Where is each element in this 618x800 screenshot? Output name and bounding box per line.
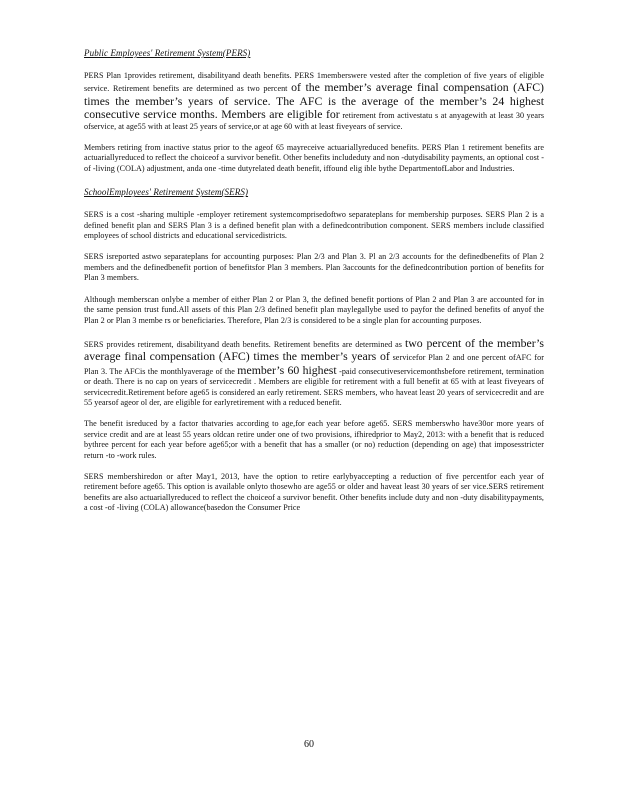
section-heading-sers: SchoolEmployees' Retirement System(SERS) [84,187,249,198]
paragraph-sers-early-retirement: SERS membershiredon or after May1, 2013, have the option to retire earlybyaccepting a reduction of five percentfor each year of retirement before age65. This option is available onlyto thosewho are age55 or older and haveat least 30 years of ser vice.SERS retirement benefits are also actuariallyreduced to reflect the choiceof a survivor benefit. Other benefits include duty and non -duty disabilitypayments, a cost -of -living (COLA) allowance(basedon the Consumer Price [84,471,544,513]
section-heading-pers: Public Employees' Retirement System(PERS) [84,48,251,58]
sers-afc-text: two percent of the member’s average final compensation (AFC) times the member’s years of [84,335,544,364]
pers-benefits-text-a: PERS Plan 1provides retirement, disabilityand death benefits. PERS 1memberswere vested after the completion of five years of eligible service. Retirement benefits are determined as two percent [84,71,544,94]
paragraph-sers-benefits [84,337,544,408]
sers-benefits-text-c: -paid consecutiveservicemonthsbefore retirement, termination or death. There is no cap on years of servicecredit . Members are eligible for retirement with a full benefit at 65 with at least fiveyears of servicecredit.Retirement before age65 is considered an early retirement. SERS members, who haveat least 20 years of servicecredit and are 55 yearsof ageor ol der, are eligible for earlyretirement with a reduced benefit. [84,366,544,407]
paragraph-sers-overview: SERS is a cost -sharing multiple -employer retirement systemcomprisedoftwo separateplans for membership purposes. SERS Plan 2 is a defined benefit plan and SERS Plan 3 is a defined benefit plan with a definedcontribution component. SERS members include classified employees of school districts and educational servicedistricts. [84,210,544,241]
paragraph-pers-inactive: Members retiring from inactive status prior to the ageof 65 mayreceive actuariallyreduced benefits. PERS Plan 1 retirement benefits are actuariallyreduced to reflect the choiceof a survivor benefit. Other benefits includeduty and non -dutydisability payments, an optional cost -of -living (COLA) adjustment, anda one -time dutyrelated death benefit, iffound elig ible bythe DepartmentofLabor and Industries. [84,143,544,173]
document-body [84,48,544,525]
paragraph-pers-benefits [84,71,544,132]
page-number: 60 [304,739,314,750]
paragraph-sers-reduction: The benefit isreduced by a factor thatvaries according to age,for each year before age65. SERS memberswho have30or more years of service credit and are at least 55 years oldcan retire under one of two provisions, ifhiredprior to May2, 2013: with a benefit that is reduced bythree percent for each year before age65;or with a benefit that has a smaller (or no) reduction (depending on age) that imposesstricter return -to -work rules. [84,419,544,460]
pers-benefits-text-b: retirement from activestatu s at anyagewith at least 30 years ofservice, at age55 with at least 25 years of service,or at age 60 with at least fiveyears of service. [84,111,545,131]
sers-highest-text: member’s 60 highest [237,362,337,377]
sers-benefits-text-a: SERS provides retirement, disabilityand death benefits. Retirement benefits are determined as [84,339,402,349]
pers-afc-text: of the member’s average final compensation (AFC) times the member’s years of service. The AFC is the average of the member’s 24 highest consecutive service months. Members are eligible for [84,80,544,122]
paragraph-sers-accounting: SERS isreported astwo separateplans for accounting purposes: Plan 2/3 and Plan 3. Pl an 2/3 accounts for the definedbenefits of Plan 2 members and the definedbenefit portion of benefitsfor Plan 3 members. Plan 3accounts for the definedcontribution portion of benefits for Plan 3 members. [84,252,544,283]
paragraph-sers-plans: Although memberscan onlybe a member of either Plan 2 or Plan 3, the defined benefit portions of Plan 2 and Plan 3 are accounted for in the same pension trust fund.All assets of this Plan 2/3 defined benefit plan maylegallybe used to payfor the defined benefits of anyof the Plan 2 or Plan 3 membe rs or beneficiaries. Therefore, Plan 2/3 is considered to be a single plan for accounting purposes. [84,294,544,325]
sers-benefits-text-b: servicefor Plan 2 and one percent ofAFC for Plan 3. The AFCis the monthlyaverage of the [84,353,545,376]
